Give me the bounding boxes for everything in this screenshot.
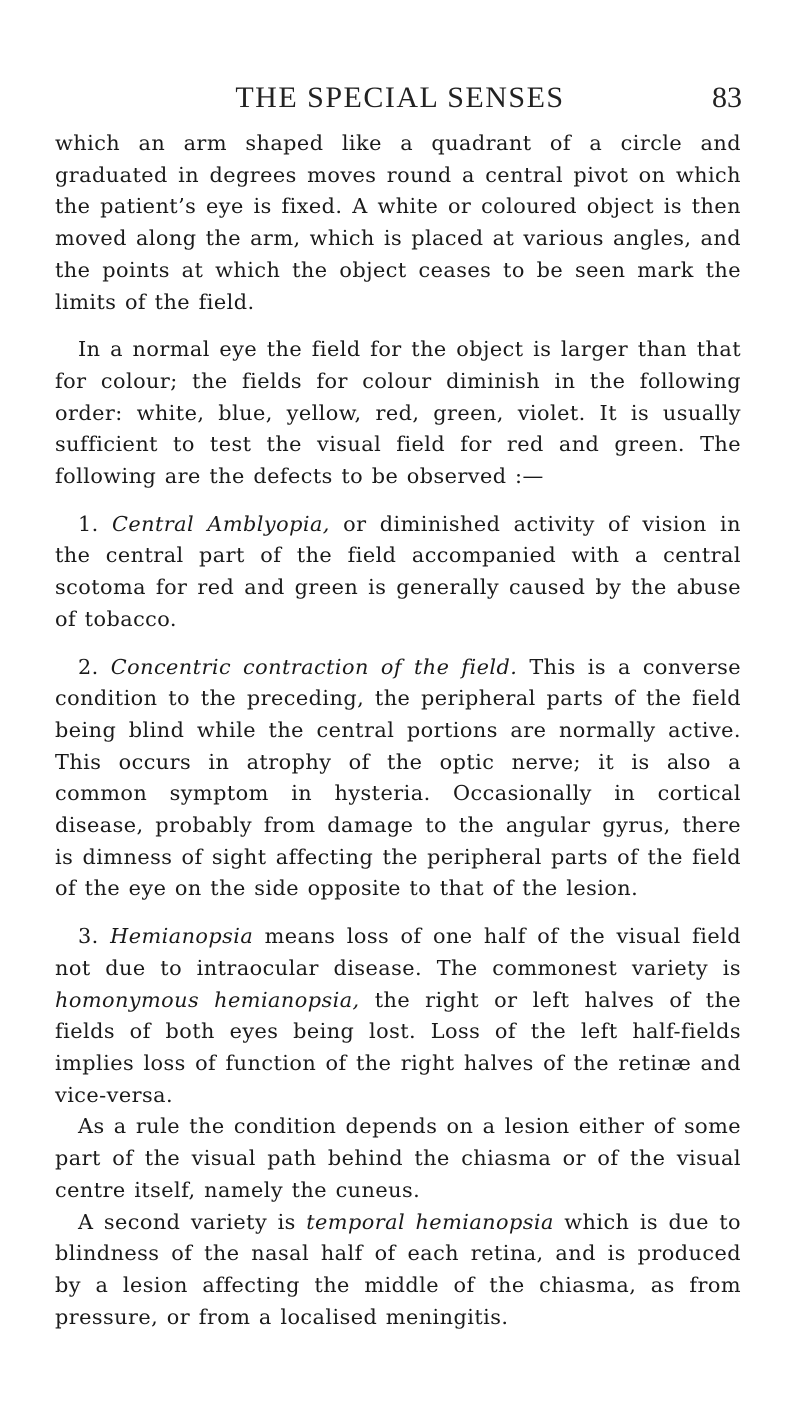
italic-term: temporal hemianopsia [306,1209,554,1234]
text-run: This is a converse condition to the preceding, the peripheral parts of the field being blind while the central portions are normally active. This occurs in atrophy of the optic nerve; it is also a common symptom in hysteria. Occasionally in cortical disease, probably from damage to the angular gyrus, there is dimness of sight affecting the peripheral parts of the field of the eye on the side opposite to that of the lesion. [55,654,741,901]
text-run: or diminished activity of vision in the central part of the field accompanied with a central scotoma for red and green is generally caused by the abuse of tobacco. [55,511,741,631]
italic-term: Hemianopsia [110,924,254,949]
text-run: 2. [78,654,111,679]
text-run: which an arm shaped like a quadrant of a circle and graduated in degrees moves round a central pivot on which the patient’s eye is fixed. A white or coloured object is then moved along the arm, which is placed at various angles, and the points at which the object ceases to be seen mark the limits of the field. [55,131,741,314]
text-run: As a rule the condition depends on a lesion either of some part of the visual path behind the chiasma or of the visual centre itself, namely the cuneus. [55,1114,741,1202]
paragraph-normal-field [55,334,741,493]
page-header [0,78,800,118]
paragraph-central-amblyopia [55,509,741,636]
text-run: 3. [78,924,111,949]
paragraph-perimeter-description [55,128,741,318]
body-text [55,128,741,1333]
paragraph-hemianopsia [55,921,741,1111]
running-head: THE SPECIAL SENSES [235,81,565,114]
text-run: In a normal eye the field for the object is larger than that for colour; the fields for colour diminish in the following order: white, blue, yellow, red, green, violet. It is usually sufficient to test the visual field for red and green. The following are the defects to be observed :— [55,337,741,489]
italic-term: homonymous hemianopsia, [55,987,360,1012]
text-run: 1. [78,511,113,536]
text-run: the right or left halves of the fields of both eyes being lost. Loss of the left half-fields implies loss of function of the right halves of the retinæ and vice-versa. [55,987,741,1107]
paragraph-temporal-hemianopsia [55,1207,741,1334]
italic-term: Concentric contraction of the field. [110,654,518,679]
text-run: which is due to blindness of the nasal half of each retina, and is produced by a lesion affecting the middle of the chiasma, as from pressure, or from a localised meningitis. [55,1209,742,1329]
paragraph-lesion-location [55,1111,741,1206]
paragraph-concentric-contraction [55,652,741,906]
text-run: A second variety is [78,1209,307,1234]
text-run: means loss of one half of the visual field not due to intraocular disease. The commonest variety is [55,924,741,980]
page-number: 83 [712,81,742,114]
italic-term: Central Amblyopia, [112,511,330,536]
